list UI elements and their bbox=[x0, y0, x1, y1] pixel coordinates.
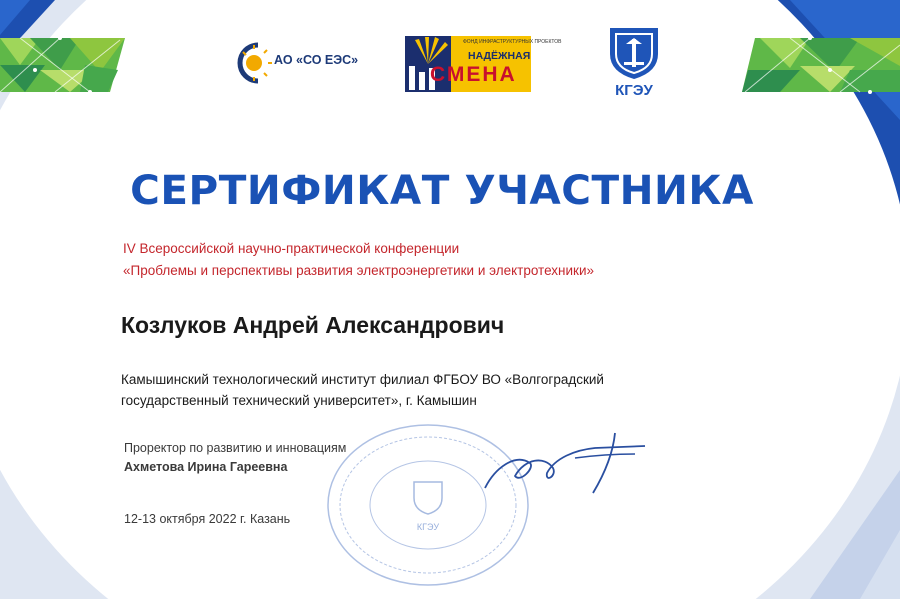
date-place: 12-13 октября 2022 г. Казань bbox=[124, 512, 291, 526]
stamp-label: КГЭУ bbox=[416, 522, 440, 532]
organization-line-2: государственный технический университет», г. Камышин bbox=[121, 393, 477, 408]
conference-line-1: IV Всероссийской научно-практической конференции bbox=[123, 241, 460, 256]
conference-line-2: «Проблемы и перспективы развития электроэнергетики и электротехники» bbox=[123, 263, 594, 278]
kgeu-label: КГЭУ bbox=[615, 82, 653, 99]
right-green-band bbox=[742, 36, 900, 94]
so-ees-emblem-icon bbox=[228, 33, 272, 93]
so-ees-label: АО «СО ЕЭС» bbox=[274, 53, 359, 67]
certificate-title: СЕРТИФИКАТ УЧАСТНИКА bbox=[130, 166, 754, 214]
signer-name: Ахметова Ирина Гареевна bbox=[124, 460, 288, 474]
signer-position: Проректор по развитию и инновациям bbox=[124, 441, 347, 455]
nadezhnaya-smena-logo bbox=[405, 36, 562, 92]
so-ees-logo bbox=[228, 33, 368, 93]
kgeu-logo bbox=[600, 24, 668, 104]
smena-main-text: СМЕНА bbox=[430, 63, 517, 86]
organization-line-1: Камышинский технологический институт филиал ФГБОУ ВО «Волгоградский bbox=[121, 372, 604, 387]
participant-name: Козлуков Андрей Александрович bbox=[121, 312, 505, 338]
smena-top-text: НАДЁЖНАЯ bbox=[468, 50, 531, 62]
left-green-band bbox=[0, 36, 125, 94]
smena-small-text: ФОНД ИНФРАСТРУКТУРНЫХ ПРОЕКТОВ bbox=[463, 39, 562, 45]
kgeu-shield-icon bbox=[600, 24, 668, 80]
signature bbox=[475, 428, 655, 503]
